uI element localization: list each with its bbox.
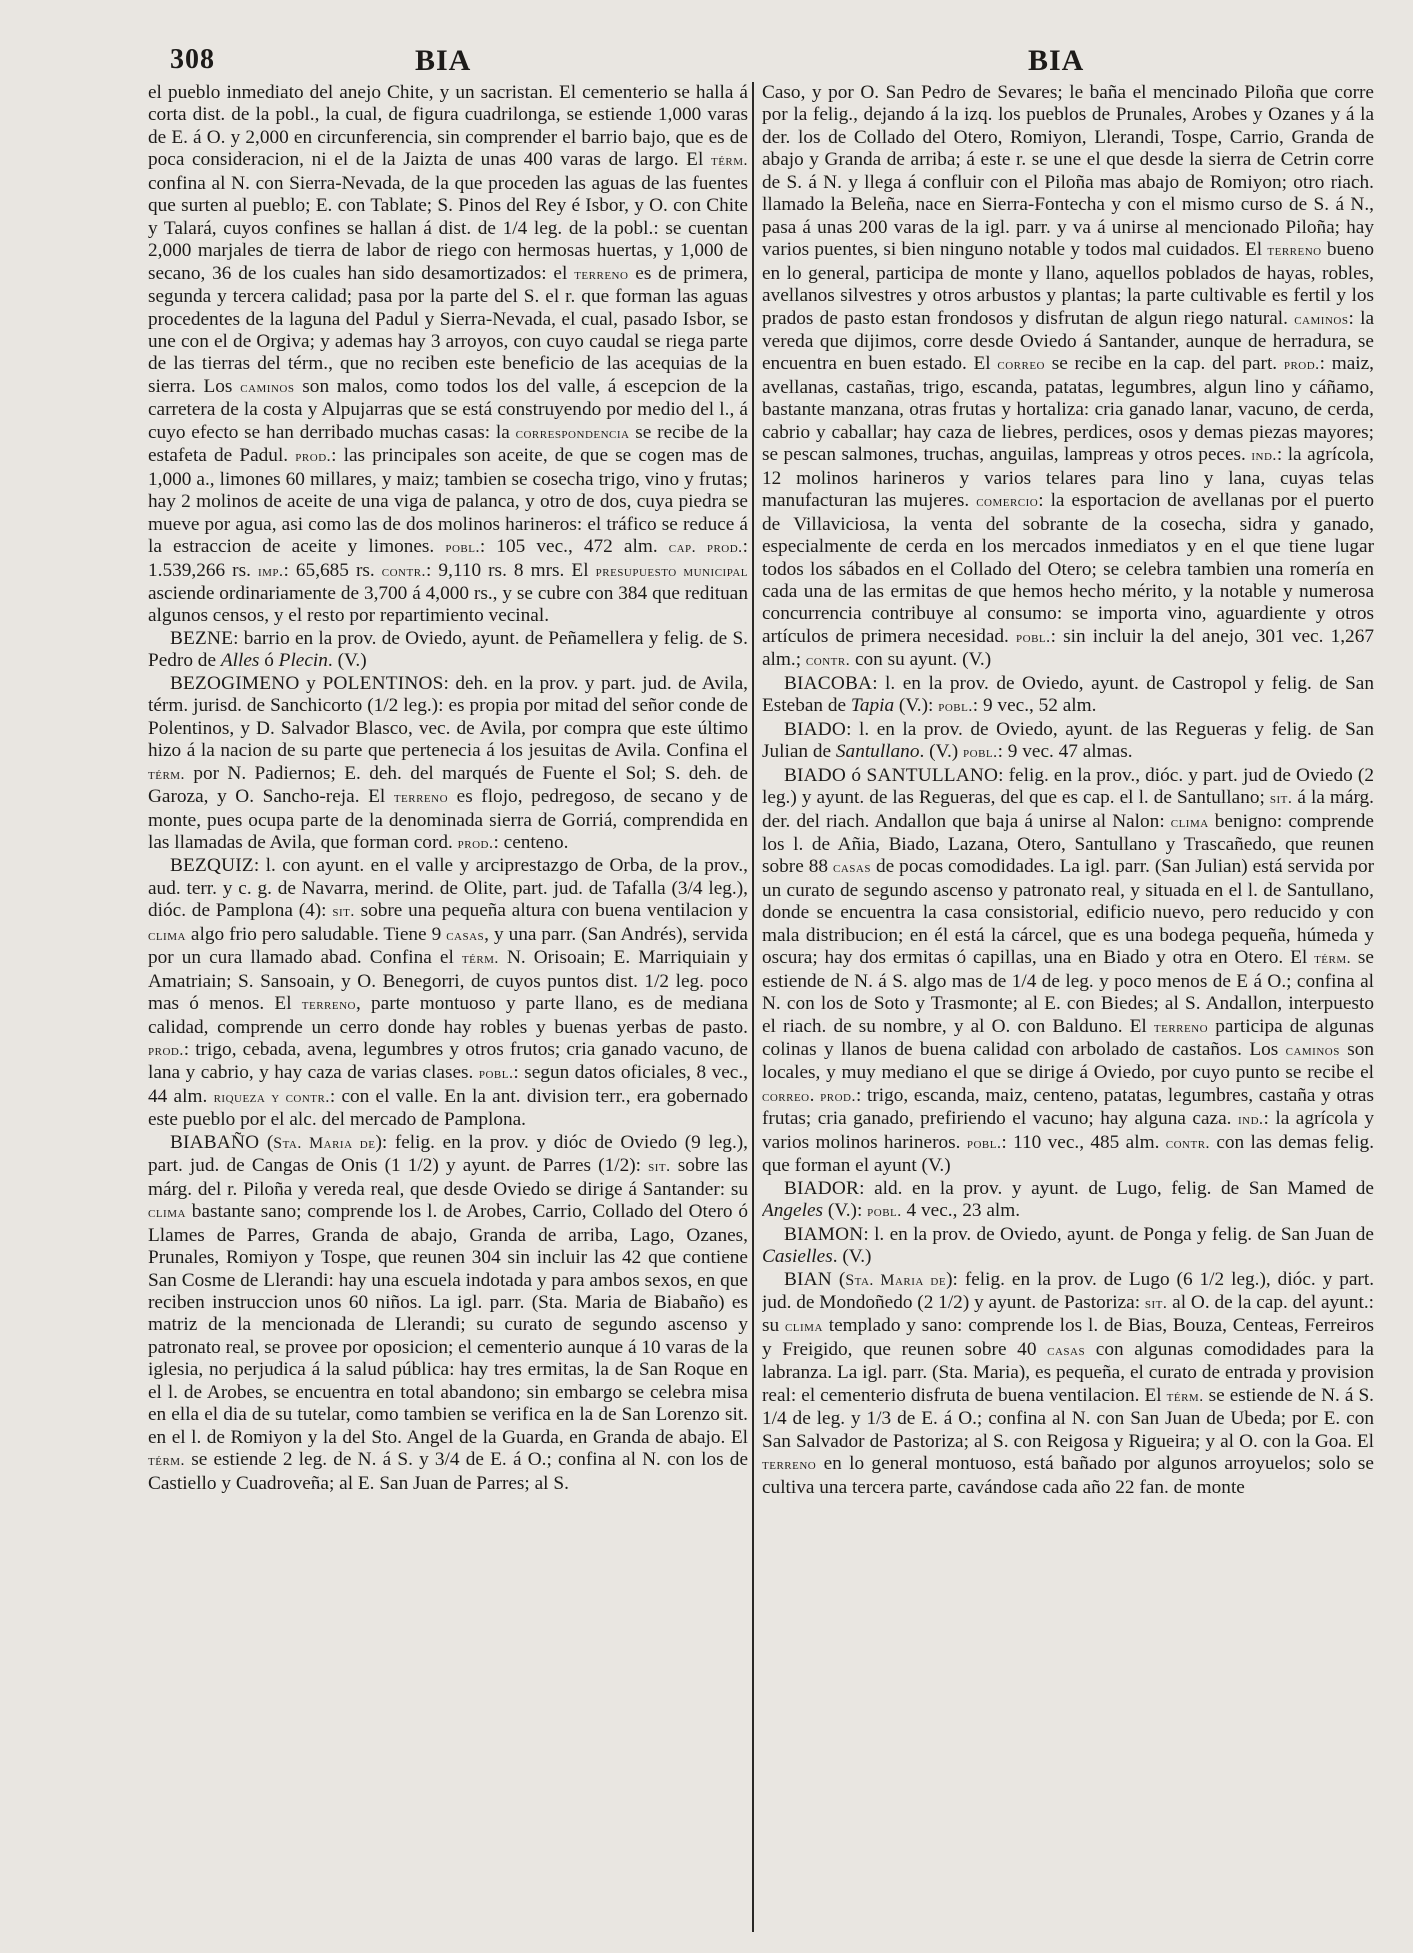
column-divider [752, 82, 754, 1932]
left-column-heading: BIA [415, 44, 472, 77]
running-head [150, 40, 1373, 80]
continued-text: Caso, y por O. San Pedro de Sevares; le baña el mencinado Piloña que corre por la felig., dejando á la izq. los pueblos de Prunales, Arobes y Ozanes y á la der. los de Collado del Otero, Romiyon, Llerandi, Tospe, Carrio, Granda de abajo y Granda de arriba; á este r. se une el que desde la sierra de Cetrin corre de S. á N. y llega á confluir con el Piloña mas abajo de Romiyon; otro riach. llamado la Beleña, nace en Sierra-Fontecha y con el mismo curso de S. á N., pasa á unas 200 varas de la igl. parr. y va á unirse al mencionado Piloña; hay varios puentes, si bien ninguno notable y todos mal cuidados. El terreno bueno en lo general, participa de monte y llano, aquellos poblados de hayas, robles, avellanos silvestres y otros arbustos y plantas; la parte cultivable es fertil y los prados de pasto estan frondosos y disfrutan de algun riego natural. caminos: la vereda que dijimos, corre desde Oviedo á Santander, aunque de herradura, se encuentra en buen estado. El correo se recibe en la cap. del part. prod.: maiz, avellanas, castañas, trigo, escanda, patatas, legumbres, algun lino y cáñamo, bastante manzana, otras frutas y hortaliza: cria ganado lanar, vacuno, de cerda, cabrio y caballar; hay caza de liebres, perdices, osos y demas piezas mayores; se pescan salmones, truchas, anguilas, lampreas y otros peces. ind.: la agrícola, 12 molinos harineros y varios telares para lino y lana, cuyas telas manufacturan las mujeres. comercio: la esportacion de avellanas por el puerto de Villaviciosa, la venta del sobrante de la cosecha, sidra y ganado, especialmente de cerda en los mercados inmediatos y en el que tiene lugar todos los sábados en el Collado del Otero; se celebra tambien una romería en cada una de las ermitas de que hemos hecho mérito, y la notable y numerosa concurrencia contribuye al consumo: se importa vino, aguardiente y otros artículos de primera necesidad. pobl.: sin incluir la del anejo, 301 vec. 1,267 alm.; contr. con su ayunt. (V.) [762, 82, 1374, 671]
right-column-heading: BIA [1028, 44, 1085, 77]
continued-text: el pueblo inmediato del anejo Chite, y un sacristan. El cementerio se halla á corta dist. de la pobl., la cual, de figura cuadrilonga, se estiende 1,000 varas de E. á O. y 2,000 en circunferencia, sin comprender el barrio bajo, que es de poca consideracion, ni el de la Jaizta de unas 400 varas de largo. El térm. confina al N. con Sierra-Nevada, de la que proceden las aguas de las fuentes que surten al pueblo; E. con Tablate; S. Pinos del Rey é Isbor, y O. con Chite y Talará, cuyos confines se hallan á dist. de 1/4 leg. de la pobl.: se cuentan 2,000 marjales de tierra de labor de riego con hermosas huertas, y 1,000 de secano, 36 de los cuales han sido desamortizados: el terreno es de primera, segunda y tercera calidad; pasa por la parte del S. el r. que forman las aguas procedentes de la laguna del Padul y Sierra-Nevada, el cual, pasado Isbor, se une con el de Orgiva; y ademas hay 3 arroyos, con cuyo caudal se riega parte de las tierras del térm., que no reciben este beneficio de las acequias de la sierra. Los caminos son malos, como todos los del valle, á escepcion de la carretera de la costa y Alpujarras que se está construyendo por medio del l., á cuyo efecto se han derribado muchas casas: la correspondencia se recibe de la estafeta de Padul. prod.: las principales son aceite, de que se cogen mas de 1,000 a., limones 60 millares, y maiz; tambien se cosecha trigo, vino y frutas; hay 2 molinos de aceite de una viga de palanca, y otro de dos, cuya piedra se mueve por agua, asi como las de dos molinos harineros: el tráfico se reduce á la estraccion de aceite y limones. pobl.: 105 vec., 472 alm. cap. prod.: 1.539,266 rs. imp.: 65,685 rs. contr.: 9,110 rs. 8 mrs. El presupuesto municipal asciende ordinariamente de 3,700 á 4,000 rs., y se cubre con 384 que redituan algunos censos, y el resto por repartimiento vecinal. [148, 82, 748, 627]
dictionary-entry: BEZNE: barrio en la prov. de Oviedo, ayunt. de Peñamellera y felig. de S. Pedro de Alles ó Plecin. (V.) [148, 627, 748, 672]
dictionary-entry: BIADOR: ald. en la prov. y ayunt. de Lugo, felig. de San Mamed de Angeles (V.): pobl. 4 vec., 23 alm. [762, 1177, 1374, 1222]
dictionary-entry: BIAN (Sta. Maria de): felig. en la prov. de Lugo (6 1/2 leg.), dióc. y part. jud. de Mondoñedo (2 1/2) y ayunt. de Pastoriza: sit. al O. de la cap. del ayunt.: su clima templado y sano: comprende los l. de Bias, Bouza, Centeas, Ferreiros y Freigido, que reunen sobre 40 casas con algunas comodidades para la labranza. La igl. parr. (Sta. Maria), es pequeña, el curato de entrada y provision real: el cementerio disfruta de buena ventilacion. El térm. se estiende de N. á S. 1/4 de leg. y 1/3 de E. á O.; confina al N. con San Juan de Ubeda; por E. con San Salvador de Pastoriza; al S. con Reigosa y Rigueira; y al O. con la Goa. El terreno en lo general montuoso, está bañado por algunos arroyuelos; solo se cultiva una tercera parte, cavándose cada año 22 fan. de monte [762, 1268, 1374, 1498]
dictionary-entry: BEZOGIMENO y POLENTINOS: deh. en la prov. y part. jud. de Avila, térm. jurisd. de Sanchicorto (1/2 leg.): es propia por mitad del señor conde de Polentinos, y D. Salvador Blasco, vec. de Avila, por compra que este último hizo á la nacion de su parte que pertenecia á los jesuitas de Avila. Confina el térm. por N. Padiernos; E. deh. del marqués de Fuente el Sol; S. deh. de Garoza, y O. Sancho-reja. El terreno es flojo, pedregoso, de secano y de monte, pues ocupa parte de la denominada sierra de Gorriá, comprendida en las llamadas de Avila, que forman cord. prod.: centeno. [148, 672, 748, 853]
dictionary-entry: BIAMON: l. en la prov. de Oviedo, ayunt. de Ponga y felig. de San Juan de Casielles. (V.) [762, 1223, 1374, 1268]
dictionary-entry: BIACOBA: l. en la prov. de Oviedo, ayunt. de Castropol y felig. de San Esteban de Tapia (V.): pobl.: 9 vec., 52 alm. [762, 672, 1374, 717]
page-number: 308 [170, 44, 215, 75]
dictionary-entry: BEZQUIZ: l. con ayunt. en el valle y arciprestazgo de Orba, de la prov., aud. terr. y c. g. de Navarra, merind. de Olite, part. jud. de Tafalla (3/4 leg.), dióc. de Pamplona (4): sit. sobre una pequeña altura con buena ventilacion y clima algo frio pero saludable. Tiene 9 casas, y una parr. (San Andrés), servida por un cura llamado abad. Confina el térm. N. Orisoain; E. Marriquiain y Amatriain; S. Sansoain, y O. Benegorri, de cuyos puntos dist. 1/2 leg. poco mas ó menos. El terreno, parte montuoso y parte llano, es de mediana calidad, comprende un cerro donde hay robles y buenas yerbas de pasto. prod.: trigo, cebada, avena, legumbres y otros frutos; cria ganado vacuno, de lana y cabrio, y hay caza de varias clases. pobl.: segun datos oficiales, 8 vec., 44 alm. riqueza y contr.: con el valle. En la ant. division terr., era gobernado este pueblo por el alc. del mercado de Pamplona. [148, 855, 748, 1131]
left-column [148, 82, 748, 1932]
dictionary-entry: BIADO: l. en la prov. de Oviedo, ayunt. de las Regueras y felig. de San Julian de Santullano. (V.) pobl.: 9 vec. 47 almas. [762, 718, 1374, 763]
dictionary-entry: BIABAÑO (Sta. Maria de): felig. en la prov. y dióc de Oviedo (9 leg.), part. jud. de Cangas de Onis (1 1/2) y ayunt. de Parres (1/2): sit. sobre las márg. del r. Piloña y vereda real, que desde Oviedo se dirige á Santander: su clima bastante sano; comprende los l. de Arobes, Carrio, Collado del Otero ó Llames de Parres, Granda de abajo, Granda de arriba, Lago, Ozanes, Prunales, Romiyon y Tospe, que reunen 304 sin incluir las 42 que contiene San Cosme de Llerandi: hay una escuela indotada y para ambos sexos, en que reciben instruccion unos 60 niños. La igl. parr. (Sta. Maria de Biabaño) es matriz de la mencionada de Llerandi; su curato de segundo ascenso y patronato real, se provee por oposicion; el cementerio aunque á 10 varas de la iglesia, no perjudica á la salud pública: hay tres ermitas, la de San Roque en el l. de Arobes, se encuentra en total abandono; sin embargo se celebra misa en ella el dia de su tutelar, como tambien se verifica en la de San Lorenzo sit. en el l. de Romiyon y la del Sto. Angel de la Guarda, en Granda de abajo. El térm. se estiende 2 leg. de N. á S. y 3/4 de E. á O.; confina al N. con los de Castiello y Cuadroveña; al E. San Juan de Parres; al S. [148, 1131, 748, 1494]
dictionary-entry: BIADO ó SANTULLANO: felig. en la prov., dióc. y part. jud de Oviedo (2 leg.) y ayunt. de las Regueras, del que es cap. el l. de Santullano; sit. á la márg. der. del riach. Andallon que baja á unirse al Nalon: clima benigno: comprende los l. de Añia, Biado, Lazana, Otero, Santullano y Trascañedo, que reunen sobre 88 casas de pocas comodidades. La igl. parr. (San Julian) está servida por un curato de segundo ascenso y patronato real, y situada en el l. de Santullano, donde se encuentra la casa consistorial, edificio nuevo, pero reducido y con mala distribucion; en él está la cárcel, que es una bodega pequeña, húmeda y oscura; hay dos ermitas ó capillas, una en Biado y otra en Otero. El térm. se estiende de N. á S. algo mas de 1/4 de leg. y poco menos de E á O.; confina al N. con los de Soto y Trasmonte; al E. con Biedes; al S. Andallon, interpuesto el riach. de su nombre, y al O. con Balduno. El terreno participa de algunas colinas y llanos de buena calidad con arbolado de castaños. Los caminos son locales, y muy mediano el que se dirige á Oviedo, por cuyo punto se recibe el correo. prod.: trigo, escanda, maiz, centeno, patatas, legumbres, castaña y otras frutas; cria ganado, prefiriendo el vacuno; hay alguna caza. ind.: la agrícola y varios molinos harineros. pobl.: 110 vec., 485 alm. contr. con las demas felig. que forman el ayunt (V.) [762, 764, 1374, 1177]
right-column [762, 82, 1374, 1932]
